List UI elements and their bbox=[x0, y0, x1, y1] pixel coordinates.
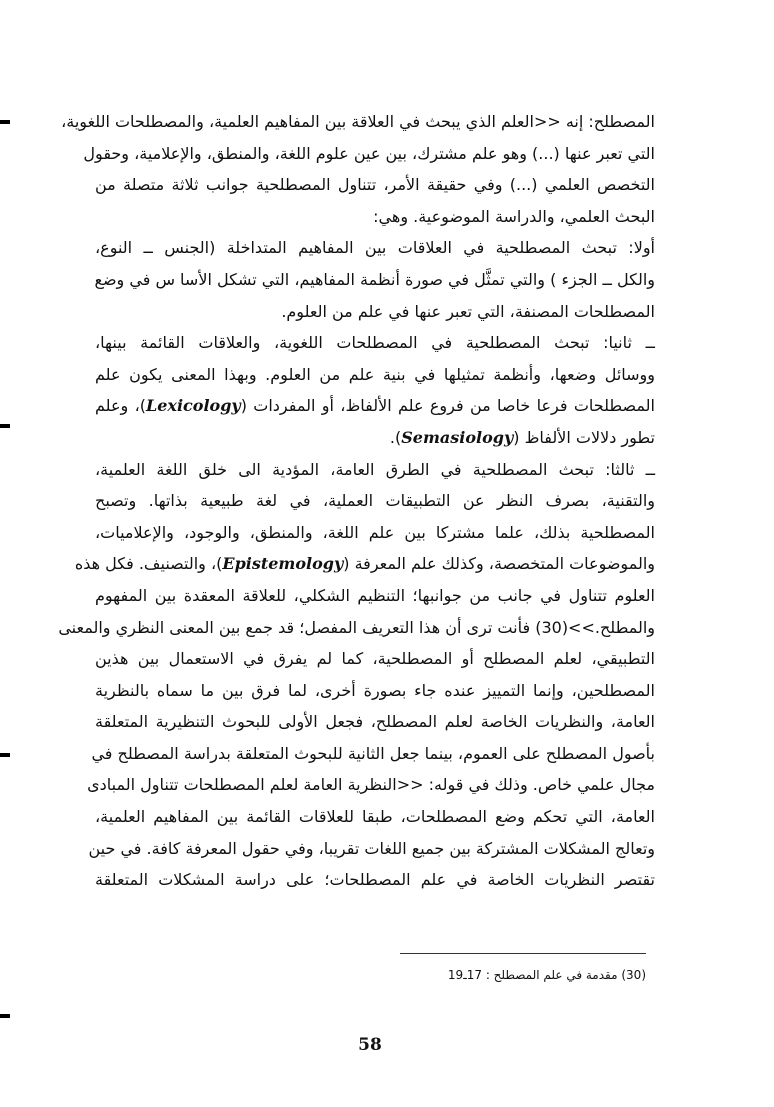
text-line: التخصص العلمي (...) وفي حقيقة الأمر، تتناول المصطلحية جوانب ثلاثة متصلة من bbox=[95, 175, 655, 195]
text-line: والتقنية، بصرف النظر عن التطبيقات العملية، في لغة طبيعية بذاتها. وتصبح bbox=[95, 491, 655, 511]
latin-term: Epistemology bbox=[222, 554, 344, 574]
text-line: المصطلحات فرعا خاصا من فروع علم الألفاظ، أو المفردات (Lexicology)، وعلم bbox=[95, 396, 656, 416]
text-line: بأصول المصطلح على العموم، بينما جعل الثانية للبحوث المتعلقة بدراسة المصطلح في bbox=[91, 743, 655, 763]
text-line: ــ ثانيا: تبحث المصطلحية في المصطلحات اللغوية، والعلاقات القائمة بينها، bbox=[95, 333, 655, 353]
scan-margin-mark bbox=[0, 1014, 10, 1018]
scan-margin-mark bbox=[0, 120, 10, 124]
text-line: المصطلحية بذلك، علما مشتركا بين علم اللغة، والمنطق، والوجود، والإعلاميات، bbox=[95, 522, 655, 542]
text-line: أولا: تبحث المصطلحية في العلاقات بين المفاهيم المتداخلة (الجنس ــ النوع، bbox=[95, 238, 655, 258]
text-line: ووسائل وضعها، وأنظمة تمثيلها في بنية علم من العلوم. وبهذا المعنى يكون علم bbox=[95, 364, 655, 384]
latin-term: Semasiology bbox=[401, 427, 514, 447]
text-line: العلوم تتناول في جانب من جوانبها؛ التنظيم الشكلي، للعلاقة المعقدة بين المفهوم bbox=[95, 585, 655, 605]
text-line: التطبيقي، لعلم المصطلح أو المصطلحية، كما لم يفرق في الاستعمال بين هذين bbox=[95, 649, 655, 669]
text-line: العامة، والنظريات الخاصة لعلم المصطلح، فجعل الأولى للبحوث التنظيرية المتعلقة bbox=[95, 712, 655, 732]
page-number: 58 bbox=[358, 1035, 382, 1055]
scan-margin-mark bbox=[0, 753, 10, 757]
latin-term: Lexicology bbox=[145, 396, 241, 416]
body-text bbox=[58, 106, 656, 896]
text-line: المصطلحات المصنفة، التي تعبر عنها في علم من العلوم. bbox=[281, 301, 655, 321]
footnote: (30) مقدمة في علم المصطلح : 17ـ19 bbox=[447, 968, 646, 982]
text-line: ــ ثالثا: تبحث المصطلحية في الطرق العامة، المؤدية الى خلق اللغة العلمية، bbox=[95, 459, 655, 479]
text-line: البحث العلمي، والدراسة الموضوعية. وهي: bbox=[373, 206, 655, 226]
text-line: العامة، التي تحكم وضع المصطلحات، طبقا للعلاقات القائمة بين المفاهيم العلمية، bbox=[95, 807, 655, 827]
text-line: التي تعبر عنها (...) وهو علم مشترك، بين عين علوم اللغة، والمنطق، والإعلامية، وحقول bbox=[83, 143, 655, 163]
text-line: تطور دلالات الألفاظ (Semasiology). bbox=[389, 427, 655, 447]
text-line: المصطلحين، وإنما التمييز عنده جاء بصورة أخرى، لما فرق بين ما سماه بالنظرية bbox=[95, 680, 655, 700]
text-line: وتعالج المشكلات المشتركة بين جميع اللغات تقريبا، وفي حقول المعرفة كافة. في حين bbox=[88, 838, 655, 858]
text-line: والموضوعات المتخصصة، وكذلك علم المعرفة (Epistemology)، والتصنيف. فكل هذه bbox=[74, 554, 655, 574]
text-line: المصطلح: إنه <<العلم الذي يبحث في العلاقة بين المفاهيم العلمية، والمصطلحات اللغوية، bbox=[61, 112, 655, 131]
footnote-divider bbox=[400, 953, 646, 954]
text-line: تقتصر النظريات الخاصة في علم المصطلحات؛ على دراسة المشكلات المتعلقة bbox=[95, 870, 655, 890]
scan-margin-mark bbox=[0, 424, 10, 428]
text-line: مجال علمي خاص. وذلك في قوله: <<النظرية العامة لعلم المصطلحات تتناول المبادى bbox=[87, 775, 655, 795]
text-line: والمطلح.>>(30) فأنت ترى أن هذا التعريف المفصل؛ قد جمع بين المعنى النظري والمعنى bbox=[58, 617, 655, 637]
text-line: والكل ــ الجزء ) والتي تمثَّل في صورة أنظمة المفاهيم، التي تشكل الأسا س في وضع bbox=[94, 269, 655, 289]
